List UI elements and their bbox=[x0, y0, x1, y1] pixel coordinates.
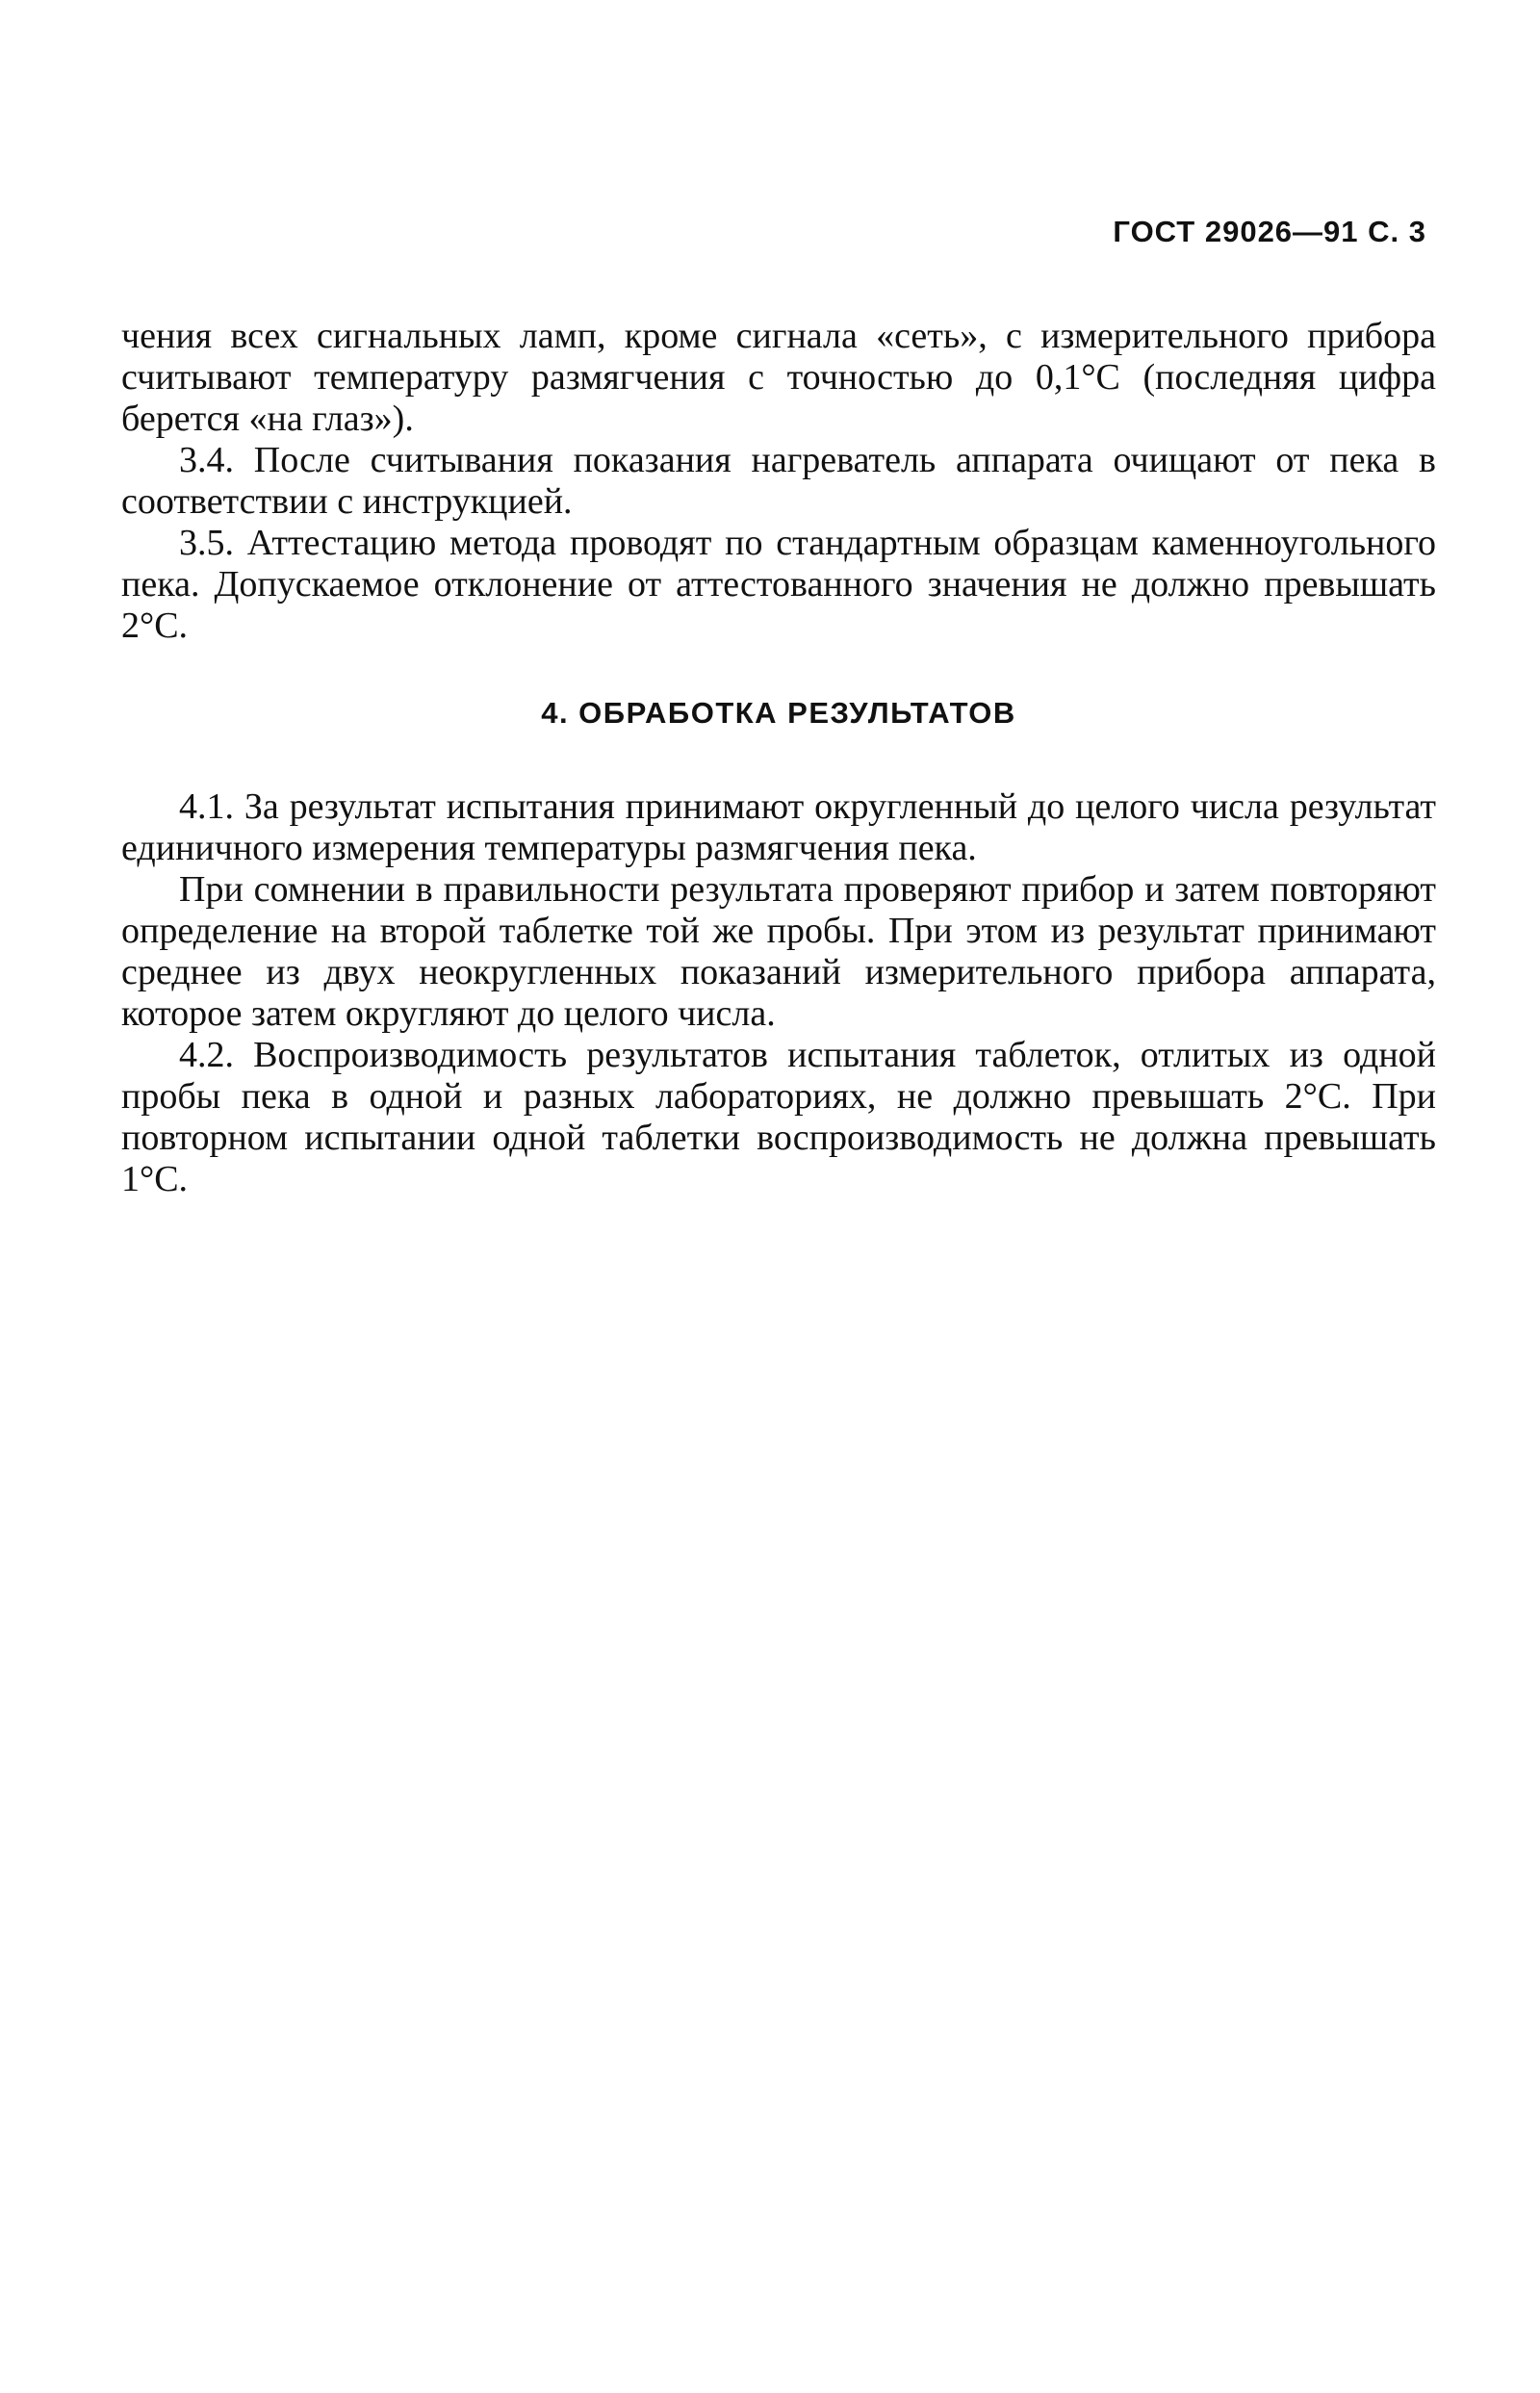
paragraph-doubt: При сомнении в правильности результата проверяют прибор и затем повторяют определение на второй таблетке той же пробы. При этом из результат принимают среднее из двух неокругленных показаний измерительного прибора аппарата, которое затем округляют до целого числа. bbox=[121, 869, 1436, 1034]
paragraph-3-5: 3.5. Аттестацию метода проводят по стандартным образцам каменноугольного пека. Допускаемое отклонение от аттестованного значения не должно превышать 2°С. bbox=[121, 523, 1436, 646]
paragraph-continuation: чения всех сигнальных ламп, кроме сигнала «сеть», с измерительного прибора считывают температуру размягчения с точностью до 0,1°С (последняя цифра берется «на глаз»). bbox=[121, 316, 1436, 439]
paragraph-4-1: 4.1. За результат испытания принимают округленный до целого числа результат единичного измерения температуры размягчения пека. bbox=[121, 786, 1436, 868]
document-body bbox=[121, 316, 1436, 1200]
paragraph-4-2: 4.2. Воспроизводимость результатов испытания таблеток, отлитых из одной пробы пека в одной и разных лабораториях, не должно превышать 2°С. При повторном испытании одной таблетки воспроизводимость не должна превышать 1°С. bbox=[121, 1035, 1436, 1199]
section-title: 4. ОБРАБОТКА РЕЗУЛЬТАТОВ bbox=[541, 696, 1016, 730]
page-header: ГОСТ 29026—91 С. 3 bbox=[1113, 215, 1426, 248]
paragraph-3-4: 3.4. После считывания показания нагреватель аппарата очищают от пека в соответствии с инструкцией. bbox=[121, 440, 1436, 522]
